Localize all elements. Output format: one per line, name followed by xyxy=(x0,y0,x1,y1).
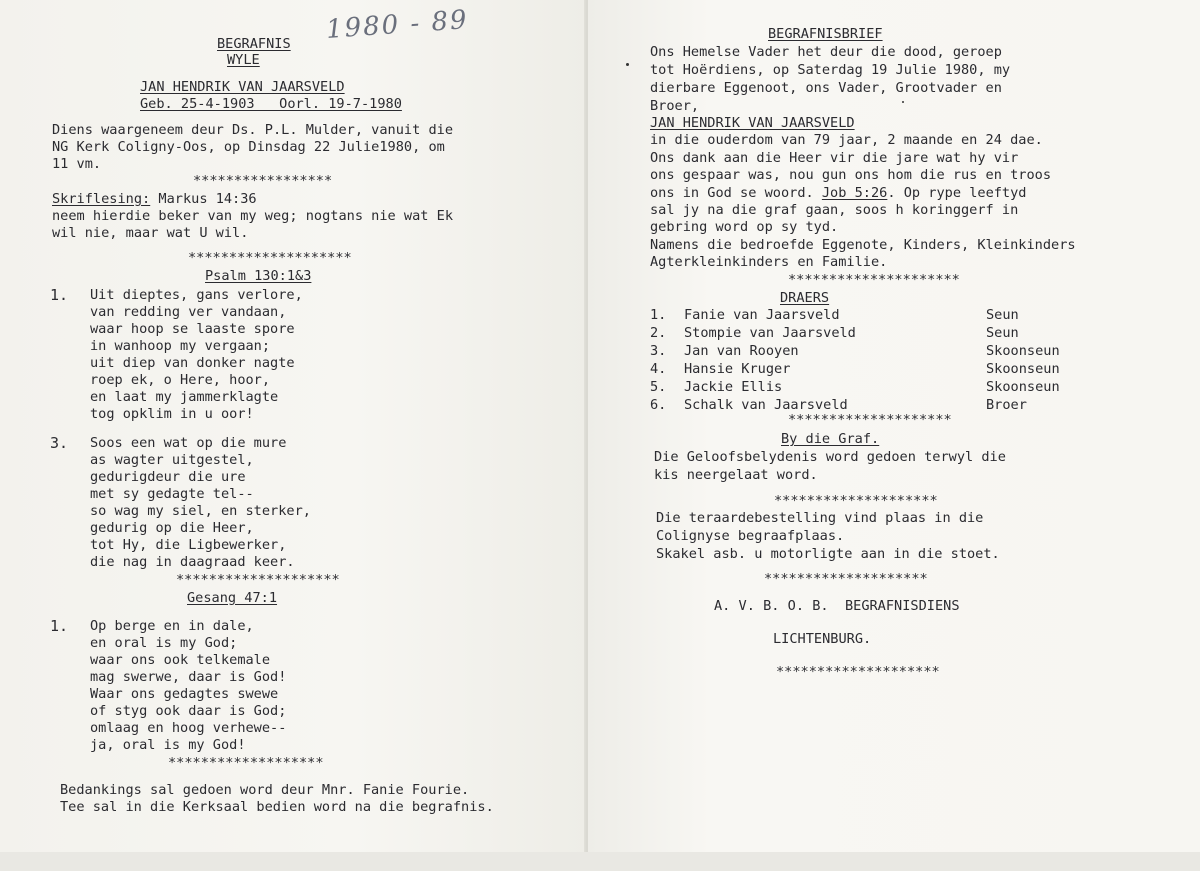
heading-begrafnis: BEGRAFNIS xyxy=(217,36,291,52)
bearer-relation: Seun xyxy=(986,325,1019,341)
psalm-title: Psalm 130:1&3 xyxy=(205,268,312,284)
thanks-line: Tee sal in die Kerksaal bedien word na die begrafnis. xyxy=(60,799,494,815)
gesang-line: of styg ook daar is God; xyxy=(90,703,287,719)
verse-line: sal jy na die graf gaan, soos h koringgerf in xyxy=(650,202,1019,218)
heading-wyle: WYLE xyxy=(227,52,260,68)
ink-speck xyxy=(902,101,904,103)
bearers-title: DRAERS xyxy=(780,290,830,306)
bearer-number: 5. xyxy=(650,379,667,395)
verse-number: 1. xyxy=(50,286,69,304)
gesang-line: mag swerwe, daar is God! xyxy=(90,669,287,685)
star-divider: ******************** xyxy=(788,412,952,428)
psalm-line: roep ek, o Here, hoor, xyxy=(90,372,271,388)
verse-line xyxy=(650,185,1027,202)
gesang-title: Gesang 47:1 xyxy=(187,590,278,606)
age-line: in die ouderdom van 79 jaar, 2 maande en 24 dae. xyxy=(650,132,1043,148)
star-divider: ******************** xyxy=(188,250,352,266)
bearer-relation: Seun xyxy=(986,307,1019,323)
psalm-line: tog opklim in u oor! xyxy=(90,406,254,422)
service-line: NG Kerk Coligny-Oos, op Dinsdag 22 Julie1980, om xyxy=(52,139,445,155)
verse-number: 1. xyxy=(50,617,69,635)
burial-line: Colignyse begraafplaas. xyxy=(656,528,845,544)
deceased-name: JAN HENDRIK VAN JAARSVELD xyxy=(650,115,855,131)
gesang-line: ja, oral is my God! xyxy=(90,737,246,753)
grave-title: By die Graf. xyxy=(781,431,880,447)
scripture-line: neem hierdie beker van my weg; nogtans nie wat Ek xyxy=(52,208,454,224)
psalm-line: Soos een wat op die mure xyxy=(90,435,287,451)
psalm-line: so wag my siel, en sterker, xyxy=(90,503,311,519)
gesang-line: waar ons ook telkemale xyxy=(90,652,271,668)
bearer-name: Jackie Ellis xyxy=(684,379,783,395)
service-line: Diens waargeneem deur Ds. P.L. Mulder, vanuit die xyxy=(52,122,454,138)
intro-line: dierbare Eggenoot, ons Vader, Grootvader en xyxy=(650,80,1002,96)
star-divider: ******************** xyxy=(176,572,340,588)
star-divider: ******************** xyxy=(764,571,928,587)
thanks-line: Bedankings sal gedoen word deur Mnr. Fanie Fourie. xyxy=(60,782,470,798)
scripture-reference: Markus 14:36 xyxy=(150,191,257,207)
psalm-line: waar hoop se laaste spore xyxy=(90,321,295,337)
service-line: 11 vm. xyxy=(52,156,102,172)
bearer-number: 2. xyxy=(650,325,667,341)
star-divider: ******************* xyxy=(168,755,324,771)
gesang-line: en oral is my God; xyxy=(90,635,238,651)
family-line: Namens die bedroefde Eggenote, Kinders, Kleinkinders xyxy=(650,237,1076,253)
heading-begrafnisbrief: BEGRAFNISBRIEF xyxy=(768,26,883,42)
gesang-line: Op berge en in dale, xyxy=(90,618,254,634)
age-line: ons gespaar was, nou gun ons hom die rus en troos xyxy=(650,167,1052,183)
psalm-line: van redding ver vandaan, xyxy=(90,304,287,320)
family-line: Agterkleinkinders en Familie. xyxy=(650,254,888,270)
psalm-line: uit diep van donker nagte xyxy=(90,355,295,371)
scripture-line: wil nie, maar wat U wil. xyxy=(52,225,249,241)
psalm-line: Uit dieptes, gans verlore, xyxy=(90,287,303,303)
undertaker-name: A. V. B. O. B. BEGRAFNISDIENS xyxy=(714,598,960,614)
star-divider: ******************** xyxy=(774,493,938,509)
psalm-line: as wagter uitgestel, xyxy=(90,452,254,468)
undertaker-town: LICHTENBURG. xyxy=(773,631,872,647)
bearer-number: 6. xyxy=(650,397,667,413)
psalm-line: tot Hy, die Ligbewerker, xyxy=(90,537,287,553)
scripture-label: Skriflesing: xyxy=(52,191,151,207)
scripture-reading xyxy=(52,191,257,208)
bearer-relation: Skoonseun xyxy=(986,361,1060,377)
age-line: Ons dank aan die Heer vir die jare wat hy vir xyxy=(650,150,1019,166)
bearer-name: Jan van Rooyen xyxy=(684,343,799,359)
intro-line: Broer, xyxy=(650,98,700,114)
star-divider: ***************** xyxy=(193,173,333,189)
bearer-name: Stompie van Jaarsveld xyxy=(684,325,856,341)
handwritten-date-note: 1980 - 89 xyxy=(325,5,470,45)
grave-line: kis neergelaat word. xyxy=(654,467,818,483)
bearer-number: 1. xyxy=(650,307,667,323)
intro-line: Ons Hemelse Vader het deur die dood, geroep xyxy=(650,44,1002,60)
left-page xyxy=(0,0,586,852)
grave-line: Die Geloofsbelydenis word gedoen terwyl die xyxy=(654,449,1006,465)
verse-text: . Op rype leeftyd xyxy=(887,185,1027,201)
birth-death-dates: Geb. 25-4-1903 Oorl. 19-7-1980 xyxy=(140,96,402,112)
ink-speck xyxy=(626,63,629,66)
burial-line: Skakel asb. u motorligte aan in die stoet. xyxy=(656,546,1000,562)
gesang-line: omlaag en hoog verhewe-- xyxy=(90,720,287,736)
bearer-name: Hansie Kruger xyxy=(684,361,791,377)
intro-line: tot Hoërdiens, op Saterdag 19 Julie 1980, my xyxy=(650,62,1011,78)
bearer-relation: Skoonseun xyxy=(986,343,1060,359)
verse-line: gebring word op sy tyd. xyxy=(650,219,839,235)
psalm-line: en laat my jammerklagte xyxy=(90,389,279,405)
bearer-relation: Skoonseun xyxy=(986,379,1060,395)
burial-line: Die teraardebestelling vind plaas in die xyxy=(656,510,984,526)
psalm-line: gedurigdeur die ure xyxy=(90,469,246,485)
gesang-line: Waar ons gedagtes swewe xyxy=(90,686,279,702)
psalm-line: die nag in daagraad keer. xyxy=(90,554,295,570)
verse-text: ons in God se woord. xyxy=(650,185,822,201)
star-divider: ******************** xyxy=(776,664,940,680)
bearer-relation: Broer xyxy=(986,397,1027,413)
right-page xyxy=(588,0,1200,852)
bearer-name: Fanie van Jaarsveld xyxy=(684,307,840,323)
psalm-line: in wanhoop my vergaan; xyxy=(90,338,271,354)
star-divider: ********************* xyxy=(788,272,960,288)
verse-number: 3. xyxy=(50,434,69,452)
bearer-name: Schalk van Jaarsveld xyxy=(684,397,848,413)
verse-reference: Job 5:26 xyxy=(821,185,888,201)
psalm-line: met sy gedagte tel-- xyxy=(90,486,254,502)
scan-background xyxy=(0,852,1200,871)
bearer-number: 4. xyxy=(650,361,667,377)
deceased-name: JAN HENDRIK VAN JAARSVELD xyxy=(140,79,345,95)
psalm-line: gedurig op die Heer, xyxy=(90,520,254,536)
bearer-number: 3. xyxy=(650,343,667,359)
